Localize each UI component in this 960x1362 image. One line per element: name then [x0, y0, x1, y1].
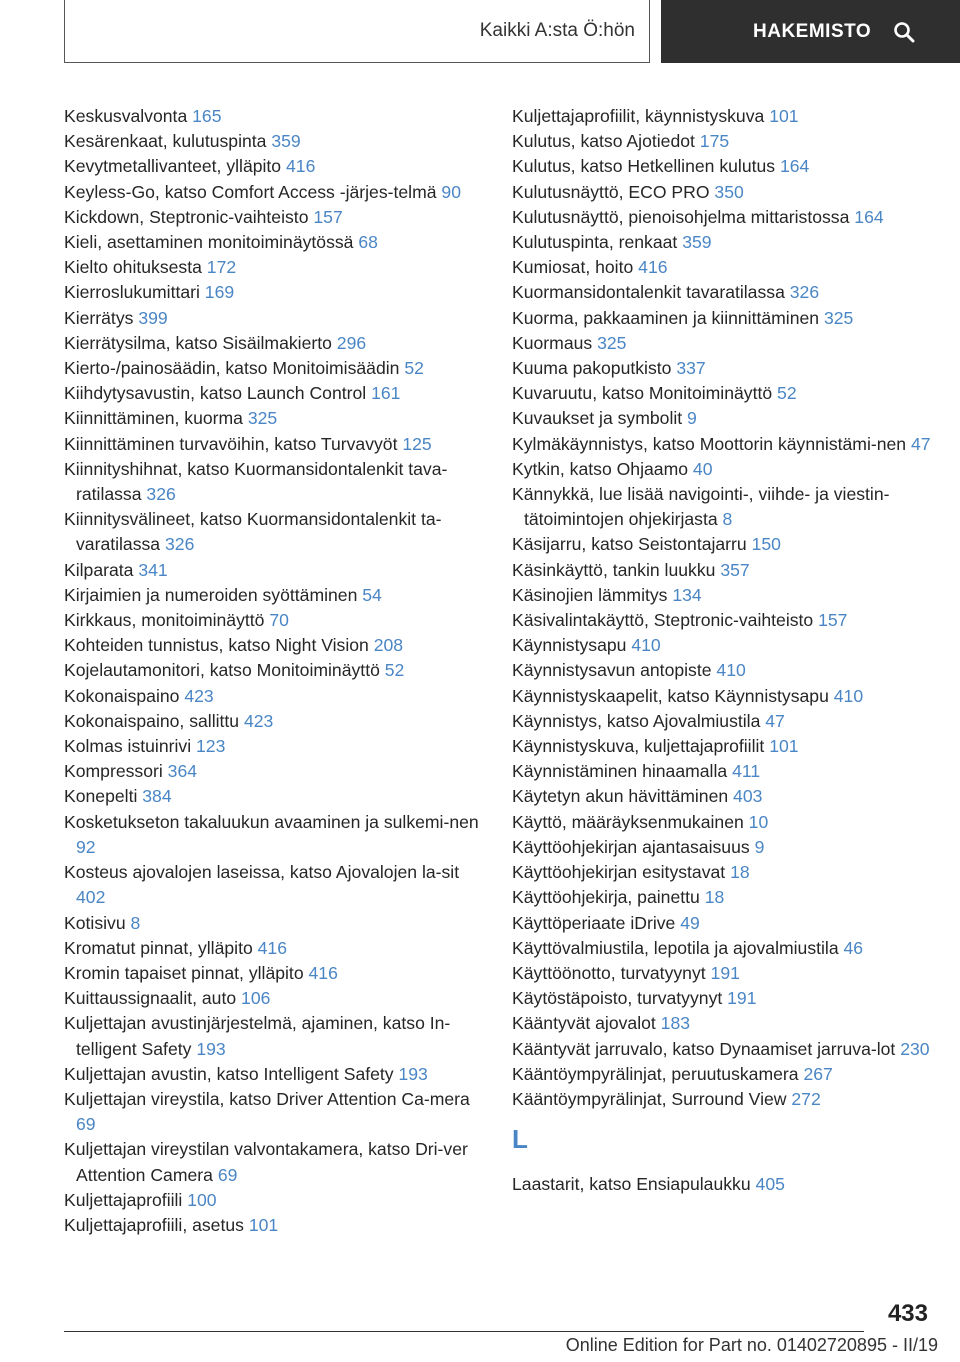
page-link[interactable]: 296 [336, 332, 367, 353]
page-link[interactable]: 410 [631, 635, 661, 656]
index-entry-text: Kulutus, katso Hetkellinen kulutus [512, 156, 776, 177]
page-link[interactable]: 70 [269, 610, 289, 631]
index-entry [64, 608, 484, 633]
page-link[interactable]: 52 [777, 383, 797, 404]
page-link[interactable]: 416 [286, 156, 316, 177]
page-link[interactable]: 403 [733, 786, 763, 807]
page-link[interactable]: 68 [358, 232, 378, 253]
index-entry [512, 432, 932, 457]
index-entry-text: Konepelti [64, 786, 138, 807]
index-entry-text: Kielto ohituksesta [64, 257, 202, 278]
index-entry [512, 885, 932, 910]
page-link[interactable]: 325 [823, 307, 854, 328]
section-letter: L [512, 1124, 528, 1155]
index-entry-text: Käyttöohjekirjan esitystavat [512, 862, 726, 883]
index-entry-text: Kulutusnäyttö, ECO PRO [512, 181, 710, 202]
page-link[interactable]: 150 [751, 534, 781, 555]
index-tab-label: HAKEMISTO [753, 20, 872, 42]
page-link[interactable]: 341 [138, 559, 168, 580]
page-link[interactable]: 267 [803, 1063, 833, 1084]
index-entry-text: Kromatut pinnat, ylläpito [64, 937, 253, 958]
index-entry [512, 205, 932, 230]
index-entry-text: Kieli, asettaminen monitoiminäytössä [64, 232, 354, 253]
index-entry-text: Kojelautamonitori, katso Monitoiminäyttö [64, 660, 380, 681]
index-entry [512, 1062, 932, 1087]
index-entry [64, 507, 484, 557]
index-entry-text: Kääntyvät ajovalot [512, 1013, 656, 1034]
index-entry-text: Kosketukseton takaluukun avaaminen ja sulkemi‐nen [64, 811, 479, 832]
page-link[interactable]: 164 [854, 206, 884, 227]
page-link[interactable]: 193 [398, 1063, 428, 1084]
page-link[interactable]: 384 [142, 786, 172, 807]
index-entry [512, 306, 932, 331]
index-entry-text: Kesärenkaat, kulutuspinta [64, 131, 267, 152]
index-entry [512, 1037, 932, 1062]
page-link[interactable]: 106 [241, 988, 271, 1009]
index-entry [512, 986, 932, 1011]
index-entry [64, 810, 484, 860]
index-entry [512, 810, 932, 835]
index-entry [64, 1087, 484, 1137]
index-entry-text: Kumiosat, hoito [512, 257, 634, 278]
index-entry-text: Kiinnittäminen, kuorma [64, 408, 243, 429]
index-entry-text: Kolmas istuinrivi [64, 736, 192, 757]
index-entry [512, 457, 932, 482]
page-link[interactable]: 169 [204, 282, 235, 303]
index-entry-text: Kulutusnäyttö, pienoisohjelma mittaristossa [512, 206, 850, 227]
index-entry-text: Kääntyvät jarruvalo, katso Dynaamiset jarruva‐lot [512, 1038, 896, 1059]
page-link[interactable]: 157 [818, 610, 848, 631]
page-link[interactable]: 423 [184, 685, 214, 706]
page-link[interactable]: 49 [680, 912, 700, 933]
page-link[interactable]: 325 [597, 332, 627, 353]
index-entry [512, 709, 932, 734]
page-link[interactable]: 100 [187, 1189, 217, 1210]
index-column-right [512, 104, 932, 1197]
page-link[interactable]: 40 [692, 458, 713, 479]
index-entry [512, 356, 932, 381]
page-link[interactable]: 125 [402, 433, 432, 454]
index-entry [64, 936, 484, 961]
index-entry-text: Kuljettajan vireystila, katso Driver Attention Ca‐mera [64, 1088, 470, 1109]
index-entry [64, 255, 484, 280]
index-entry-text: Käynnistysapu [512, 635, 627, 656]
page-link[interactable]: 172 [206, 257, 237, 278]
footer-divider [64, 1331, 864, 1332]
index-entry-text: Kulutus, katso Ajotiedot [512, 131, 695, 152]
index-entry [512, 154, 932, 179]
index-entry [512, 759, 932, 784]
page-link[interactable]: 8 [130, 912, 141, 933]
index-entry-text: Käytetyn akun hävittäminen [512, 786, 729, 807]
index-entry [64, 381, 484, 406]
index-entry-text: Kevytmetallivanteet, ylläpito [64, 156, 282, 177]
page-link[interactable]: 54 [362, 584, 382, 605]
index-entry-text: Käsinojien lämmitys [512, 584, 668, 605]
index-entry-text: Kuvaukset ja symbolit [512, 408, 683, 429]
index-entry-text: Käyttöönotto, turvatyynyt [512, 962, 706, 983]
page-link[interactable]: 101 [769, 106, 799, 126]
page-link[interactable]: 402 [76, 887, 106, 908]
page-link[interactable]: 350 [714, 181, 744, 202]
page-link[interactable]: 165 [192, 106, 222, 126]
index-entry-text: Kiinnityshihnat, katso Kuormansidontalenkit tava‐ratilassa [64, 458, 448, 505]
index-entry-text: Kohteiden tunnistus, katso Night Vision [64, 635, 369, 656]
index-entry-text: Käyttöperiaate iDrive [512, 912, 676, 933]
index-entry-text: Kokonaispaino [64, 685, 180, 706]
index-entry-text: Käsivalintakäyttö, Steptronic-vaihteisto [512, 610, 814, 631]
index-entry [512, 230, 932, 255]
page-link[interactable]: 134 [672, 584, 702, 605]
index-entry [64, 709, 484, 734]
index-entry-text: Käynnistys, katso Ajovalmiustila [512, 710, 761, 731]
footer-edition: Online Edition for Part no. 01402720895 - II/19 [565, 1335, 938, 1355]
index-entry [512, 381, 932, 406]
page-link[interactable]: 357 [720, 559, 750, 580]
page-link[interactable]: 359 [271, 131, 301, 152]
page-link[interactable]: 90 [441, 181, 461, 202]
index-entry [64, 633, 484, 658]
index-entry [64, 1213, 484, 1238]
index-entry [512, 255, 932, 280]
index-entry [512, 835, 932, 860]
page-link[interactable]: 416 [638, 257, 668, 278]
index-entry [64, 961, 484, 986]
page-link[interactable]: 175 [699, 131, 730, 152]
index-entry-text: Kromin tapaiset pinnat, ylläpito [64, 962, 304, 983]
index-entry-text: Kierroslukumittari [64, 282, 200, 303]
index-entry [512, 860, 932, 885]
index-entry-text: Kuljettajan vireystilan valvontakamera, katso Dri‐ver Attention Camera [64, 1139, 468, 1185]
index-entry-text: Kirkkaus, monitoiminäyttö [64, 610, 265, 631]
index-entry [64, 1011, 484, 1061]
index-entry-text: Kytkin, katso Ohjaamo [512, 458, 689, 479]
index-entry-text: Kännykkä, lue lisää navigointi-, viihde- ja viestin‐tätoimintojen ohjekirjasta [512, 484, 890, 530]
index-entry [512, 532, 932, 557]
index-entry [512, 558, 932, 583]
index-entry [512, 658, 932, 683]
index-entry-text: Kokonaispaino, sallittu [64, 710, 240, 731]
page-link[interactable]: 10 [748, 811, 769, 832]
index-entry-text: Käynnistysavun antopiste [512, 660, 712, 681]
index-entry [64, 230, 484, 255]
index-entry [64, 180, 484, 205]
index-entry-text: Laastarit, katso Ensiapulaukku [512, 1174, 751, 1195]
page-link[interactable]: 161 [371, 383, 401, 404]
index-entry-text: Kiinnittäminen turvavöihin, katso Turvavyöt [64, 433, 398, 454]
index-entry-text: Kuorma, pakkaaminen ja kiinnittäminen [512, 307, 820, 328]
index-entry-text: Käytöstäpoisto, turvatyynyt [512, 988, 723, 1009]
index-entry-text: Käyttövalmiustila, lepotila ja ajovalmiustila [512, 937, 839, 958]
index-entry-text: Kompressori [64, 761, 163, 782]
page-link[interactable]: 46 [843, 937, 864, 958]
page-link[interactable]: 191 [727, 988, 757, 1009]
index-entry [512, 608, 932, 633]
index-entry-text: Kulutuspinta, renkaat [512, 232, 678, 253]
index-entry [64, 306, 484, 331]
index-entry [64, 986, 484, 1011]
page-link[interactable]: 123 [196, 736, 226, 757]
index-entry-text: Käynnistyskuva, kuljettajaprofiilit [512, 736, 765, 757]
index-entry [512, 684, 932, 709]
page-link[interactable]: 423 [243, 710, 274, 731]
index-entry [512, 180, 932, 205]
index-entry [512, 280, 932, 305]
page-link[interactable]: 92 [76, 836, 96, 857]
page-link[interactable]: 52 [404, 358, 424, 379]
index-entry [64, 1188, 484, 1213]
index-entry [64, 860, 484, 910]
index-entry [64, 432, 484, 457]
index-entry [512, 406, 932, 431]
index-entry-text: Kierrätysilma, katso Sisäilmakierto [64, 332, 332, 353]
index-entry [512, 583, 932, 608]
index-entry [64, 684, 484, 709]
index-entry-text: Kirjaimien ja numeroiden syöttäminen [64, 584, 358, 605]
index-entry [64, 154, 484, 179]
index-entry [512, 1087, 932, 1112]
index-entry-text: Kilparata [64, 559, 134, 580]
index-entry [64, 911, 484, 936]
page-link[interactable]: 164 [779, 156, 810, 177]
page-link[interactable]: 183 [660, 1013, 691, 1034]
index-entry [512, 104, 932, 129]
index-entry [512, 1172, 932, 1197]
index-entry-text: Kääntöympyrälinjat, peruutuskamera [512, 1063, 799, 1084]
page-link[interactable]: 411 [732, 761, 761, 782]
index-entry [64, 457, 484, 507]
index-entry-text: Kuvaruutu, katso Monitoiminäyttö [512, 383, 773, 404]
index-entry-text: Kuljettajan avustin, katso Intelligent Safety [64, 1063, 394, 1084]
index-entry-text: Kuormansidontalenkit tavaratilassa [512, 282, 785, 303]
page-link[interactable]: 405 [755, 1174, 785, 1195]
page-link[interactable]: 337 [676, 358, 706, 379]
index-entry [64, 784, 484, 809]
index-entry-text: Kuormaus [512, 332, 593, 353]
page-link[interactable]: 47 [910, 433, 931, 454]
index-entry-text: Käyttöohjekirja, painettu [512, 887, 700, 908]
index-entry [64, 658, 484, 683]
index-entry [512, 129, 932, 154]
page-link[interactable]: 399 [138, 307, 168, 328]
page-link[interactable]: 416 [308, 962, 338, 983]
index-entry [64, 583, 484, 608]
index-entry [64, 280, 484, 305]
index-entry [64, 356, 484, 381]
index-entry [512, 331, 932, 356]
page-link[interactable]: 9 [687, 408, 697, 429]
search-icon[interactable] [893, 21, 915, 43]
page-link[interactable]: 272 [791, 1088, 821, 1109]
index-entry [64, 129, 484, 154]
page-link[interactable]: 364 [167, 761, 198, 782]
index-entry-text: Kuljettajaprofiilit, käynnistyskuva [512, 106, 765, 126]
index-entry [64, 205, 484, 230]
index-entry-text: Käyttö, määräyksenmukainen [512, 811, 744, 832]
index-entry-text: Kääntöympyrälinjat, Surround View [512, 1088, 787, 1109]
index-tab[interactable] [661, 0, 960, 63]
index-entry-text: Käynnistyskaapelit, katso Käynnistysapu [512, 685, 829, 706]
index-entry-text: Kuljettajaprofiili, asetus [64, 1214, 244, 1235]
index-entry-text: Käsinkäyttö, tankin luukku [512, 559, 716, 580]
page-link[interactable]: 416 [257, 937, 287, 958]
index-entry-text: Kierto-/painosäädin, katso Monitoimisäädin [64, 358, 400, 379]
page-link[interactable]: 52 [384, 660, 405, 681]
page-link[interactable]: 69 [217, 1164, 238, 1185]
index-entry [512, 633, 932, 658]
page-link[interactable]: 18 [704, 887, 725, 908]
page-link[interactable]: 18 [730, 862, 750, 883]
index-entry-text: Kierrätys [64, 307, 134, 328]
section-tab[interactable] [64, 0, 650, 63]
index-entry [512, 1011, 932, 1036]
index-entry [512, 961, 932, 986]
index-entry [64, 104, 484, 129]
page-link[interactable]: 326 [789, 282, 820, 303]
page-link[interactable]: 191 [710, 962, 740, 983]
index-entry-text: Kiinnitysvälineet, katso Kuormansidontalenkit ta‐varatilassa [64, 509, 442, 555]
index-entry [64, 1137, 484, 1187]
index-entry-text: Käyttöohjekirjan ajantasaisuus [512, 836, 750, 857]
index-entry-text: Käsijarru, katso Seistontajarru [512, 534, 747, 555]
index-entry [64, 734, 484, 759]
index-entry-text: Kotisivu [64, 912, 126, 933]
index-entry [64, 558, 484, 583]
page-link[interactable]: 230 [900, 1038, 930, 1059]
page-link[interactable]: 101 [248, 1214, 279, 1235]
page-link[interactable]: 325 [247, 408, 278, 429]
index-entry [64, 331, 484, 356]
section-tab-label: Kaikki A:sta Ö:hön [479, 20, 635, 41]
index-entry [512, 734, 932, 759]
index-entry-text: Kickdown, Steptronic-vaihteisto [64, 206, 309, 227]
page-link[interactable]: 69 [76, 1114, 96, 1135]
index-entry [64, 1062, 484, 1087]
page-number: 433 [887, 1300, 928, 1327]
index-list-after-letter [512, 1172, 932, 1197]
page-link[interactable]: 193 [196, 1038, 226, 1059]
index-entry [512, 482, 932, 532]
page-link[interactable]: 157 [313, 206, 343, 227]
index-entry-text: Kuljettajan avustinjärjestelmä, ajaminen, katso In‐telligent Safety [64, 1013, 451, 1059]
page-link[interactable]: 47 [765, 710, 785, 731]
index-entry [512, 936, 932, 961]
page-link[interactable]: 326 [165, 534, 195, 555]
page-link[interactable]: 9 [754, 836, 765, 857]
index-entry-text: Keyless-Go, katso Comfort Access -järjes‐telmä [64, 181, 437, 202]
index-entry-text: Kylmäkäynnistys, katso Moottorin käynnistämi‐nen [512, 433, 907, 454]
index-entry-text: Kosteus ajovalojen laseissa, katso Ajovalojen la‐sit [64, 862, 460, 883]
index-entry-text: Käynnistäminen hinaamalla [512, 761, 728, 782]
index-entry [512, 911, 932, 936]
index-entry [64, 759, 484, 784]
page-link[interactable]: 326 [146, 484, 176, 505]
index-column-left [64, 104, 484, 1238]
page-link[interactable]: 359 [682, 232, 712, 253]
index-entry [64, 406, 484, 431]
page-link[interactable]: 8 [722, 509, 733, 530]
index-entry-text: Keskusvalvonta [64, 106, 188, 126]
index-entry-text: Kiihdytysavustin, katso Launch Control [64, 383, 367, 404]
index-entry-text: Kuljettajaprofiili [64, 1189, 183, 1210]
index-entry [512, 784, 932, 809]
page-link[interactable]: 410 [716, 660, 746, 681]
index-entry-text: Kuittaussignaalit, auto [64, 988, 237, 1009]
index-entry-text: Kuuma pakoputkisto [512, 358, 672, 379]
page-link[interactable]: 208 [373, 635, 404, 656]
page-link[interactable]: 410 [833, 685, 864, 706]
page-link[interactable]: 101 [769, 736, 799, 757]
index-list-right [512, 104, 932, 1112]
